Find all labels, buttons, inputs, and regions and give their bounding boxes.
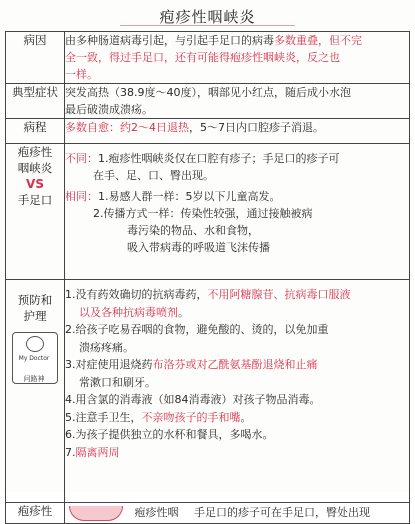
prev-2: 2.给孩子吃易吞咽的食物，避免酸的、烫的，以免加重 <box>65 323 329 336</box>
course-b: ，5～7日内口腔疹子消退。 <box>189 121 324 134</box>
row-compare <box>6 144 410 280</box>
content-cause <box>65 32 410 84</box>
prev-1b-red: 以及各种抗病毒喷剂 <box>79 305 178 319</box>
diff-tag: 不同： <box>65 152 98 165</box>
doctor-head-icon <box>26 336 44 352</box>
prev-3a: 3.对症使用退烧药 <box>65 358 153 371</box>
row-bottom <box>6 503 410 524</box>
content-prevention <box>65 280 410 503</box>
symptom-line1: 突发高热（38.9度～40度），咽部见小红点，随后成小水泡 <box>65 86 351 99</box>
cause-line2: 全一致，得过手足口，还有可能得疱疹性咽峡炎，反之也 <box>65 51 340 64</box>
label-prevention <box>6 280 65 503</box>
same-2b: 毒污染的物品、水和食物， <box>127 224 259 237</box>
row-course <box>6 119 410 144</box>
prevention-label-2: 护理 <box>23 309 47 323</box>
prev-2b: 溃疡疼痛。 <box>79 340 134 354</box>
prevention-label-1: 预防和 <box>17 293 53 307</box>
cause-line1-a: 由多种肠道病毒引起，与引起手足口的病毒 <box>65 34 274 47</box>
diff-1: 1.疱疹性咽峡炎仅在口腔有疹子；手足口的疹子可 <box>98 152 340 165</box>
doctor-tag: My Doctor <box>18 355 50 362</box>
label-cause: 病因 <box>6 32 65 84</box>
prev-3-red: 布洛芬或对乙酰氨基酚退烧和止痛 <box>152 358 318 371</box>
label-symptom: 典型症状 <box>6 84 65 119</box>
page-title: 疱疹性咽峡炎 <box>159 8 256 26</box>
cause-line3: 一样。 <box>65 68 98 81</box>
compare-label-2: 咽峡炎 <box>17 161 53 175</box>
title-underline <box>120 25 295 26</box>
prev-7a: 7. <box>65 445 76 459</box>
bottom-c1: 疱疹性咽 <box>134 506 179 519</box>
content-compare <box>65 144 410 280</box>
content-bottom <box>65 503 410 524</box>
row-symptom <box>6 84 410 119</box>
prev-1b-end: 。 <box>178 305 189 319</box>
compare-label-vs: VS <box>26 177 44 191</box>
row-cause <box>6 32 410 84</box>
row-prevention <box>6 280 410 503</box>
prev-1: 1.没有药效确切的抗病毒药， <box>65 288 208 301</box>
bottom-c2: 手足口的疹子可在手足口，臀处出现 <box>194 506 370 519</box>
course-a: 多数自愈：约2～4日退热 <box>65 121 189 134</box>
prev-4: 4.用含氯的消毒液（如84消毒液）对孩子物品消毒。 <box>65 393 321 406</box>
cause-line1-b: 多数重叠，但不完 <box>274 34 362 47</box>
prev-3b: 常漱口和刷牙。 <box>79 375 156 389</box>
diff-1b: 在手、足、口、臀出现。 <box>93 169 214 182</box>
mouth-illustration <box>69 506 123 521</box>
same-1: 1.易感人群一样：5岁以下儿童高发。 <box>98 190 281 203</box>
doctor-name: 问路神 <box>23 375 45 383</box>
notes-table <box>5 31 410 524</box>
same-2c: 吸入带病毒的呼吸道飞沫传播 <box>127 241 270 254</box>
label-compare <box>6 144 65 280</box>
prev-5-red: 不亲吻孩子的手和嘴 <box>141 410 241 424</box>
compare-label-1: 疱疹性 <box>17 145 53 159</box>
prev-5a: 5.注意手卫生， <box>65 410 142 424</box>
prev-6: 6.为孩子提供独立的水杯和餐具，多喝水。 <box>65 428 274 441</box>
symptom-line2: 最后破溃成溃疡。 <box>65 103 153 116</box>
content-course <box>65 119 410 144</box>
doctor-illustration <box>12 332 58 384</box>
prev-1-red: 不用阿糖腺苷、抗病毒口服液 <box>207 288 351 301</box>
same-2: 2.传播方式一样：传染性较强，通过接触被病 <box>93 207 313 220</box>
same-tag: 相同： <box>65 190 98 203</box>
content-symptom <box>65 84 410 119</box>
prev-5-end: 。 <box>240 410 252 424</box>
label-bottom: 疱疹性 <box>6 503 65 524</box>
label-course: 病程 <box>6 119 65 144</box>
prev-7-red: 隔离两周 <box>75 445 120 459</box>
compare-label-3: 手足口 <box>17 193 53 207</box>
